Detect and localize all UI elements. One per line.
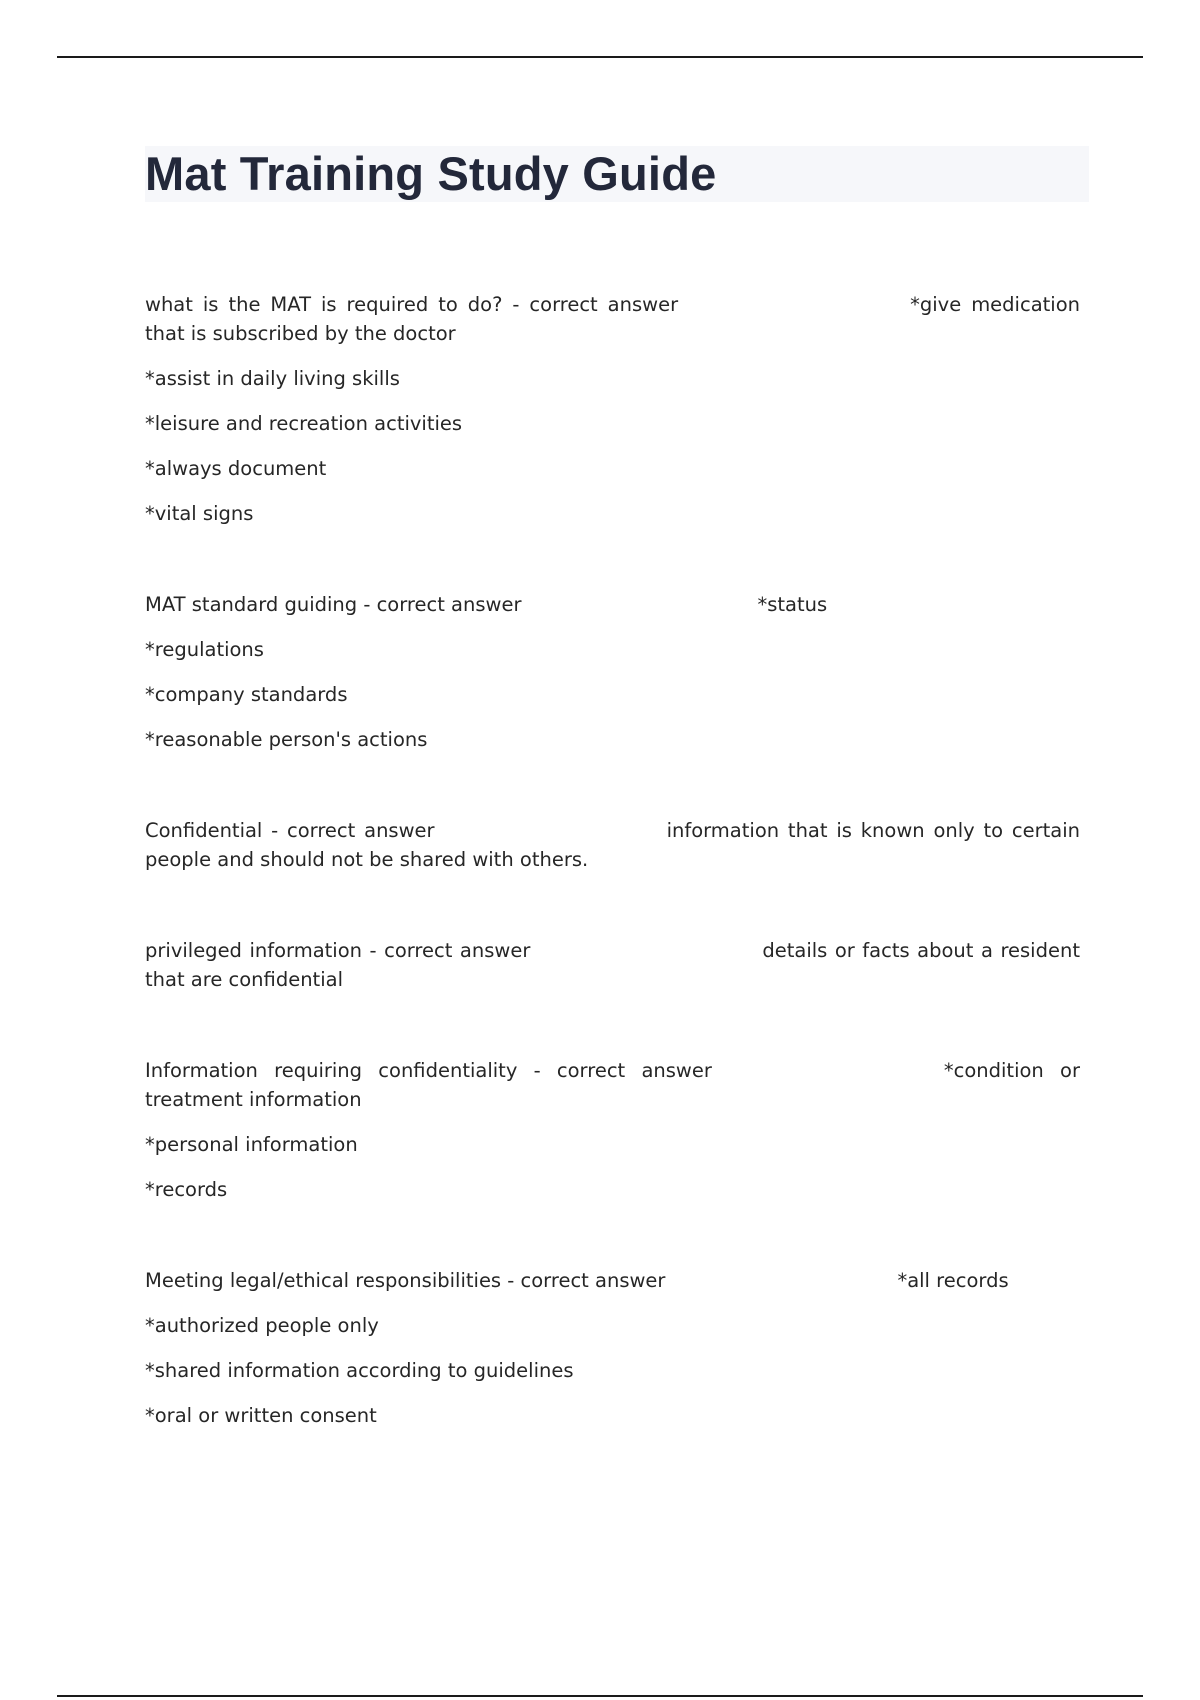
answer-bullet: *company standards [145, 683, 348, 706]
page-title: Mat Training Study Guide [145, 147, 717, 200]
flashcard-qa [145, 936, 1080, 994]
flashcard [145, 590, 1080, 754]
answer-bullet: *authorized people only [145, 1314, 379, 1337]
flashcard-question: privileged information - correct answer [145, 939, 531, 962]
flashcard [145, 1266, 1080, 1430]
flashcard-question: Information requiring confidentiality - correct answer [145, 1059, 712, 1082]
flashcard-qa [145, 590, 1080, 619]
flashcard-answer: *status [757, 593, 828, 616]
flashcard-answer: *all records [897, 1269, 1009, 1292]
flashcard-question: what is the MAT is required to do? - correct answer [145, 293, 679, 316]
answer-bullet: *always document [145, 457, 327, 480]
top-rule [57, 56, 1143, 58]
answer-bullet: *reasonable person's actions [145, 728, 428, 751]
answer-bullet: *leisure and recreation activities [145, 412, 463, 435]
flashcard [145, 1056, 1080, 1204]
flashcard-question: Confidential - correct answer [145, 819, 435, 842]
answer-bullet: *assist in daily living skills [145, 367, 400, 390]
flashcard-answer: *condition or treatment information [145, 1059, 1080, 1111]
flashcard-qa [145, 290, 1080, 348]
answer-bullet: *regulations [145, 638, 264, 661]
flashcard-answer: details or facts about a resident that are confidential [145, 939, 1080, 991]
answer-bullet: *records [145, 1178, 228, 1201]
flashcard-answer: information that is known only to certain people and should not be shared with others. [145, 819, 1081, 871]
flashcard-qa [145, 1056, 1080, 1114]
flashcard [145, 816, 1080, 874]
flashcard-question: MAT standard guiding - correct answer [145, 593, 522, 616]
flashcard-question: Meeting legal/ethical responsibilities - correct answer [145, 1269, 666, 1292]
answer-bullet: *vital signs [145, 502, 254, 525]
answer-bullet: *personal information [145, 1133, 358, 1156]
answer-bullet: *oral or written consent [145, 1404, 377, 1427]
study-guide-body [145, 290, 1080, 1430]
flashcard-qa [145, 1266, 1080, 1295]
answer-bullet: *shared information according to guidelines [145, 1359, 574, 1382]
bottom-rule [57, 1695, 1143, 1697]
flashcard [145, 936, 1080, 994]
flashcard [145, 290, 1080, 528]
flashcard-qa [145, 816, 1080, 874]
flashcard-answer: *give medication that is subscribed by the doctor [145, 293, 1081, 345]
